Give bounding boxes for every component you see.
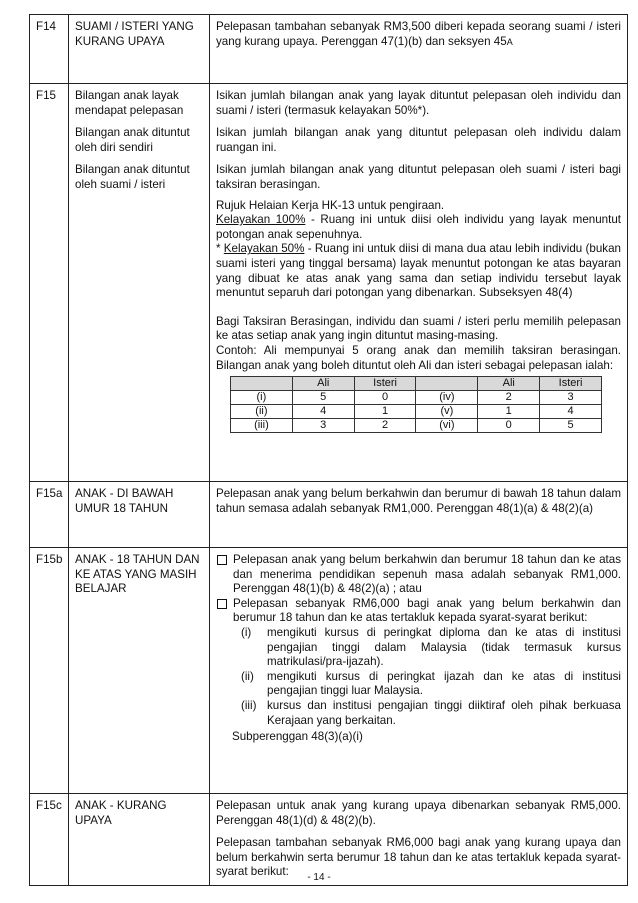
example-cell: 3 bbox=[292, 419, 354, 433]
example-cell: 0 bbox=[478, 419, 540, 433]
table-row-f15b bbox=[30, 548, 628, 794]
table-row-f14 bbox=[30, 15, 628, 84]
kelayakan-100-text: - Ruang ini untuk diisi oleh individu yang layak menuntut potongan anak sepenuhnya. bbox=[216, 213, 622, 241]
example-table-row bbox=[231, 419, 602, 433]
row-description: Pelepasan anak yang belum berkahwin dan berumur di bawah 18 tahun dalam tahun semasa adalah sebanyak RM1,000. Perenggan 48(1)(a) & 48(2)(a) bbox=[210, 482, 628, 548]
row-title: SUAMI / ISTERI YANG KURANG UPAYA bbox=[69, 15, 210, 84]
kelayakan-100-label: Kelayakan 100% bbox=[216, 213, 306, 227]
example-cell: 5 bbox=[540, 419, 602, 433]
kelayakan-50-text: - Ruang ini untuk diisi di mana dua atau lebih individu (bukan suami isteri yang tinggal bersama) layak menuntut potongan ke atas bayaran yang dibuat ke atas anak yang sama dan setiap individu tersebut layak menuntut separuh dari potongan yang dibenarkan. Subseksyen 48(4) bbox=[216, 242, 621, 300]
row-title bbox=[69, 84, 210, 482]
f15-contoh: Contoh: Ali mempunyai 5 orang anak dan memilih taksiran berasingan. Bilangan anak yang boleh dituntut oleh Ali dan isteri sebagai pelepasan ialah: bbox=[216, 343, 621, 372]
f15-kelayakan-100 bbox=[216, 213, 621, 242]
f15b-bullet-2: Pelepasan sebanyak RM6,000 bagi anak yang belum berkahwin dan berumur 18 tahun dan ke atas tertakluk kepada syarat-syarat berikut: bbox=[233, 596, 621, 625]
row-title: ANAK - DI BAWAH UMUR 18 TAHUN bbox=[69, 482, 210, 548]
row-code: F15a bbox=[30, 482, 69, 548]
f15b-subref: Subperenggan 48(3)(a)(i) bbox=[232, 730, 363, 744]
example-table bbox=[230, 376, 602, 433]
row-description bbox=[210, 548, 628, 794]
example-table-row bbox=[231, 391, 602, 405]
example-cell: 4 bbox=[292, 405, 354, 419]
page-number: - 14 - bbox=[307, 872, 331, 883]
f15-berasingan: Bagi Taksiran Berasingan, individu dan suami / isteri perlu memilih pelepasan ke atas setiap anak yang ingin dituntut masing-masing. bbox=[216, 314, 621, 343]
form-guide-table bbox=[29, 14, 628, 886]
row-code: F15 bbox=[30, 84, 69, 482]
example-header-cell: Ali bbox=[478, 377, 540, 391]
example-table-row bbox=[231, 405, 602, 419]
list-item bbox=[241, 626, 621, 670]
example-cell: 1 bbox=[354, 405, 416, 419]
table-row-f15 bbox=[30, 84, 628, 482]
example-cell: 2 bbox=[354, 419, 416, 433]
checkbox-icon bbox=[217, 599, 227, 609]
item-number: (ii) bbox=[241, 669, 254, 683]
row-title: ANAK - KURANG UPAYA bbox=[69, 794, 210, 886]
checkbox-icon bbox=[217, 555, 227, 565]
example-header-cell: Isteri bbox=[354, 377, 416, 391]
f15-kelayakan-50 bbox=[216, 242, 621, 300]
table-row-f15a bbox=[30, 482, 628, 548]
row-code: F15b bbox=[30, 548, 69, 794]
f15c-para-2: Pelepasan tambahan sebanyak RM6,000 bagi anak yang kurang upaya dan belum berkahwin serta berumur 18 tahun dan ke atas tertakluk kepada syarat-syarat berikut: bbox=[216, 836, 621, 879]
example-cell: 4 bbox=[540, 405, 602, 419]
example-cell: 0 bbox=[354, 391, 416, 405]
example-header-cell: Isteri bbox=[540, 377, 602, 391]
f15-title-3: Bilangan anak dituntut oleh suami / isteri bbox=[75, 163, 190, 191]
f15b-bullet-1: Pelepasan anak yang belum berkahwin dan berumur 18 tahun dan ke atas dan menerima pendidikan sepenuh masa adalah sebanyak RM1,000. Perenggan 48(1)(b) & 48(2)(a) ; atau bbox=[233, 553, 621, 596]
row-description bbox=[210, 15, 628, 84]
example-header-cell bbox=[416, 377, 478, 391]
list-item bbox=[241, 699, 621, 728]
list-item bbox=[216, 553, 621, 597]
example-cell: (ii) bbox=[231, 405, 293, 419]
list-item bbox=[241, 670, 621, 699]
example-cell: (v) bbox=[416, 405, 478, 419]
f15-para-3: Isikan jumlah bilangan anak yang dituntut pelepasan oleh suami / isteri bagi taksiran berasingan. bbox=[216, 163, 621, 191]
example-cell: 3 bbox=[540, 391, 602, 405]
list-item bbox=[216, 597, 621, 728]
f14-text: Pelepasan tambahan sebanyak RM3,500 diberi kepada seorang suami / isteri yang kurang upaya. Perenggan 47(1)(b) dan seksyen 45 bbox=[216, 20, 621, 48]
item-text: kursus dan institusi pengajian tinggi diiktiraf oleh pihak berkuasa Kerajaan yang berkaitan. bbox=[267, 698, 621, 727]
example-cell: (iii) bbox=[231, 419, 293, 433]
condition-list bbox=[233, 626, 621, 728]
f15-para-1: Isikan jumlah bilangan anak yang layak dituntut pelepasan oleh individu dan suami / isteri (termasuk kelayakan 50%*). bbox=[216, 89, 621, 117]
row-code: F15c bbox=[30, 794, 69, 886]
f15-para-2: Isikan jumlah bilangan anak yang dituntut pelepasan oleh individu dalam ruangan ini. bbox=[216, 126, 621, 154]
example-cell: 2 bbox=[478, 391, 540, 405]
checkbox-list bbox=[216, 553, 621, 728]
f15-title-1: Bilangan anak layak mendapat pelepasan bbox=[75, 89, 184, 117]
item-text: mengikuti kursus di peringkat diploma dan ke atas di institusi pengajian tinggi dalam Malaysia (tidak termasuk kursus matrikulasi/pra-ijazah). bbox=[267, 625, 621, 669]
example-table-header bbox=[231, 377, 602, 391]
example-cell: (iv) bbox=[416, 391, 478, 405]
example-cell: (i) bbox=[231, 391, 293, 405]
f15c-para-1: Pelepasan untuk anak yang kurang upaya dibenarkan sebanyak RM5,000. Perenggan 48(1)(d) & 48(2)(b). bbox=[216, 799, 621, 827]
f15-rujuk: Rujuk Helaian Kerja HK-13 untuk pengiraan. bbox=[216, 198, 445, 212]
example-cell: 5 bbox=[292, 391, 354, 405]
item-number: (i) bbox=[241, 625, 252, 639]
example-cell: (vi) bbox=[416, 419, 478, 433]
item-number: (iii) bbox=[241, 698, 257, 712]
row-description bbox=[210, 84, 628, 482]
row-code: F14 bbox=[30, 15, 69, 84]
kelayakan-50-label: Kelayakan 50% bbox=[223, 242, 305, 256]
item-text: mengikuti kursus di peringkat ijazah dan ke atas di institusi pengajian tinggi luar Malaysia. bbox=[267, 669, 621, 698]
kelayakan-50-star: * bbox=[216, 242, 224, 256]
example-header-cell: Ali bbox=[292, 377, 354, 391]
row-title: ANAK - 18 TAHUN DAN KE ATAS YANG MASIH BELAJAR bbox=[69, 548, 210, 794]
f14-text-suffix: A bbox=[506, 36, 513, 47]
example-header-cell bbox=[231, 377, 293, 391]
f15-title-2: Bilangan anak dituntut oleh diri sendiri bbox=[75, 126, 190, 154]
example-cell: 1 bbox=[478, 405, 540, 419]
